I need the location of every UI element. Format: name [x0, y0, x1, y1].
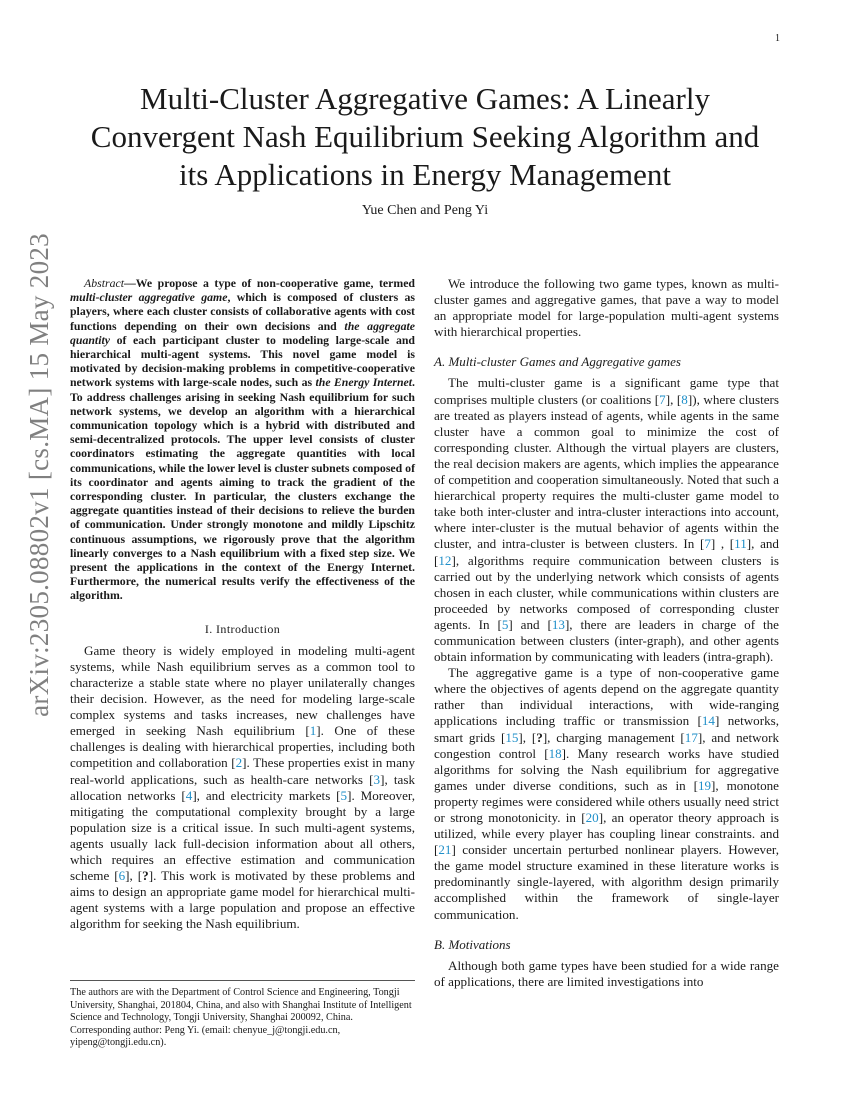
abstract: Abstract—We propose a type of non-cooperative game, termed multi-cluster aggregative game, which is composed of clusters as players, where each cluster consists of collaborative agents with cost functions depending on their own decisions and the aggregate quantity of each participant cluster to modeling large-scale and hierarchical multi-agent systems. This novel game model is motivated by decision-making problems in competitive-cooperative network systems with large-scale nodes, such as the Energy Internet. To address challenges arising in seeking Nash equilibrium for such network systems, we develop an algorithm with a hierarchical communication topology which is a hybrid with distributed and semi-decentralized protocols. The upper level consists of cluster coordinators estimating the aggregate quantities with local communications, while the lower level is cluster subnets composed of its coordinator and agents aiming to track the gradient of the corresponding cluster. In particular, the clusters exchange the aggregate quantities instead of their decisions to relieve the burden of communication. Under strongly monotone and mildly Lipschitz continuous assumptions, we rigorously prove that the algorithm linearly converges to a Nash equilibrium with a fixed step size. We present the applications in the context of the Energy Internet. Furthermore, the numerical results verify the effectiveness of the algorithm.: [70, 276, 416, 603]
left-column: [70, 276, 415, 932]
multi-cluster-paragraph: The multi-cluster game is a significant game type that comprises multiple clusters (or coalitions [7], [8]), where clusters are treated as players instead of agents, while agents in the same cluster have a common goal to minimize the cost of corresponding cluster. Although the virtual players are clusters, the real decision makers are agents, which implies the appearance of competition and cooperation simultaneously. Noted that such a hierarchical property requires the multi-cluster game model to take both inter-cluster and intra-cluster interactions into account, where inter-cluster is the mutual behavior of agents within the cluster, and intra-cluster is between clusters. In [7] , [11], and [12], algorithms require communication between clusters is carried out by the underlying network which consists of agents chosen in each cluster, while communications within clusters are proceeded by networks composed of corresponding cluster agents. In [5] and [13], there are leaders in charge of the communication between clusters (inter-graph), and other agents obtain information by communicating with leaders (intra-graph).: [434, 375, 779, 665]
citation-link[interactable]: 8: [681, 391, 688, 407]
citation-link[interactable]: 6: [118, 868, 126, 884]
motivations-paragraph: Although both game types have been studied for a wide range of applications, there are limited investigations into: [434, 957, 779, 989]
arxiv-stamp: [20, 233, 58, 717]
right-column: [434, 276, 779, 990]
term-energy-internet: the Energy Internet: [315, 375, 413, 390]
abstract-label: Abstract: [84, 276, 124, 290]
citation-link[interactable]: 21: [438, 842, 452, 858]
aggregative-paragraph: The aggregative game is a type of non-cooperative game where the objectives of agents depend on the aggregate quantity rather than individual interactions, with wide-ranging applications including traffic or transmission [14] networks, smart grids [15], [?], charging management [17], and network congestion control [18]. Many research works have studied algorithms for solving the Nash equilibrium for aggregative games under diverse conditions, such as in [19], monotone property regimes were considered while others usually need strict or strong monotonicity. in [20], an operator theory approach is utilized, while every player has coupling linear constraints. and [21] consider uncertain perturbed nonlinear players. However, the game model structure examined in these literature works is predominantly single-layered, with algorithm design primarily accomplished within the framework of single-layer communication.: [434, 665, 780, 922]
citation-link[interactable]: 4: [185, 787, 193, 803]
citation-link[interactable]: 5: [340, 787, 348, 803]
paper-title: Multi-Cluster Aggregative Games: A Linearly Convergent Nash Equilibrium Seeking Algorithm and its Applications in Energy Management: [90, 81, 760, 192]
citation-link[interactable]: 19: [697, 777, 712, 793]
citation-link[interactable]: 11: [734, 536, 747, 552]
citation-link[interactable]: 1: [309, 723, 317, 739]
citation-link[interactable]: 17: [684, 729, 698, 745]
subsection-heading-b: B. Motivations: [434, 936, 511, 952]
citation-link[interactable]: 15: [505, 729, 519, 745]
term-multi-cluster: multi-cluster aggregative game: [70, 290, 228, 305]
citation-link[interactable]: 18: [548, 745, 562, 761]
right-intro-paragraph: We introduce the following two game types, known as multi-cluster games and aggregative games, that pave a way to model an appropriate model for large-population multi-agent systems with hierarchical properties.: [434, 276, 779, 340]
citation-link[interactable]: 20: [585, 810, 599, 825]
citation-link[interactable]: 12: [438, 552, 452, 568]
citation-link[interactable]: 3: [373, 771, 381, 787]
term-aggregate-quantity: the aggregate quantity: [70, 318, 416, 347]
subsection-heading-a: A. Multi-cluster Games and Aggregative games: [434, 354, 681, 370]
arxiv-stamp-text: arXiv:2305.08802v1 [cs.MA] 15 May 2023: [23, 233, 54, 717]
citation-link[interactable]: 7: [704, 536, 711, 552]
citation-link[interactable]: 14: [701, 713, 715, 729]
intro-paragraph: Game theory is widely employed in modeling multi-agent systems, while Nash equilibrium serves as a common tool to characterize a stable state where no player unilaterally changes their decision. However, as the need for modeling large-scale complex systems and tasks increases, new challenges have emerged in seeking Nash equilibrium [1]. One of these challenges is dealing with hierarchical properties, including both competition and collaboration [2]. These properties exist in many real-world applications, such as health-care networks [3], task allocation networks [4], and electricity markets [5]. Moreover, mitigating the computational complexity brought by a large population size is a critical issue. In such multi-agent systems, agents usually lack full-decision information about all others, which requires an effective estimation and communication scheme [6], [?]. This work is motivated by these problems and aims to design an appropriate game model for hierarchical multi-agent systems with a large population and propose an effective algorithm for seeking the Nash equilibrium.: [70, 642, 415, 932]
affiliation-footnote: The authors are with the Department of Control Science and Engineering, Tongji University, Shanghai, 201804, China, and also with Shanghai Institute of Intelligent Science and Technology, Tongji University, Shanghai 200092, China. Corresponding author: Peng Yi. (email: chenyue_j@tongji.edu.cn, yipeng@tongji.edu.cn).: [70, 980, 415, 1050]
citation-link[interactable]: 5: [501, 616, 509, 632]
section-heading-introduction: I. Introduction: [204, 621, 281, 636]
missing-citation: ?: [536, 729, 543, 745]
page-number: 1: [775, 33, 780, 44]
paper-authors: Yue Chen and Peng Yi: [361, 203, 489, 218]
citation-link[interactable]: 2: [235, 755, 243, 771]
missing-citation: ?: [142, 868, 149, 884]
citation-link[interactable]: 7: [659, 391, 666, 407]
citation-link[interactable]: 13: [551, 616, 565, 632]
